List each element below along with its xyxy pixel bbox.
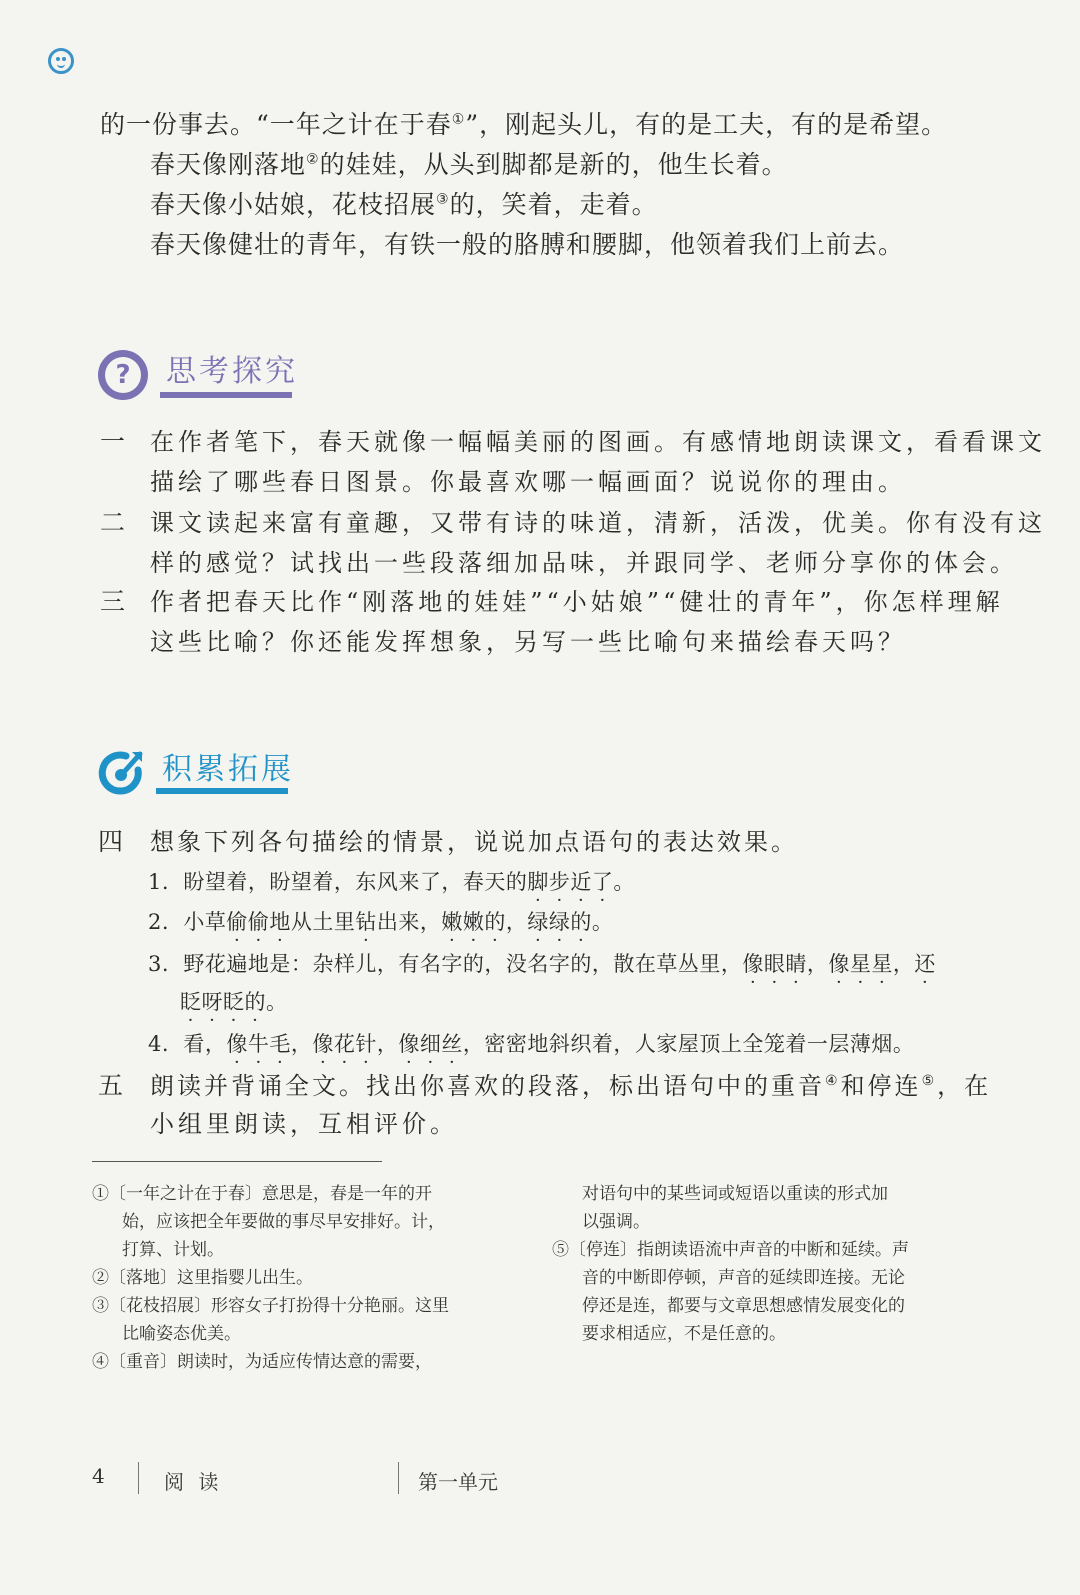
question-text: 作者把春天比作“刚落地的娃娃”“小姑娘”“健壮的青年”，你怎样理解 bbox=[150, 588, 1004, 616]
dotted-phrase: 像细丝 bbox=[398, 1032, 463, 1056]
footnote-line: 对语句中的某些词或短语以重读的形式加 bbox=[582, 1184, 888, 1204]
body-line-2: 春天像刚落地②的娃娃，从头到脚都是新的，他生长着。 bbox=[150, 150, 788, 179]
question-number: 一 bbox=[100, 427, 126, 456]
example-sentence-1: 1. 盼望着，盼望着，东风来了，春天的脚步近了。 bbox=[148, 870, 635, 894]
question-number: 三 bbox=[100, 587, 126, 616]
footnote-line: ①〔一年之计在于春〕意思是，春是一年的开 bbox=[92, 1184, 432, 1204]
footnote-line: 比喻姿态优美。 bbox=[122, 1324, 241, 1344]
footnotes-left bbox=[92, 1180, 522, 1376]
page-number: 4 bbox=[92, 1464, 105, 1488]
body-line-3: 春天像小姑娘，花枝招展③的，笑着，走着。 bbox=[150, 190, 658, 219]
dotted-phrase: 脚步近了 bbox=[527, 870, 614, 894]
dotted-phrase: 像眼睛 bbox=[742, 952, 807, 976]
dotted-phrase: 像牛毛 bbox=[226, 1032, 291, 1056]
question-number: 四 bbox=[98, 827, 124, 856]
example-sentence-4: 4. 看，像牛毛，像花针，像细丝，密密地斜织着，人家屋顶上全笼着一层薄烟。 bbox=[148, 1032, 915, 1056]
question-text: 想象下列各句描绘的情景，说说加点语句的表达效果。 bbox=[150, 828, 798, 856]
question-text: 在作者笔下，春天就像一幅幅美丽的图画。有感情地朗读课文，看看课文 bbox=[150, 428, 1046, 456]
dotted-phrase: 像花针 bbox=[312, 1032, 377, 1056]
arrow-icon bbox=[96, 748, 146, 798]
example-sentence-2: 2. 小草偷偷地从土里钻出来，嫩嫩的，绿绿的。 bbox=[148, 910, 614, 934]
body-line-4: 春天像健壮的青年，有铁一般的胳膊和腰脚，他领着我们上前去。 bbox=[150, 230, 905, 259]
dotted-phrase: 偷偷地 bbox=[226, 910, 291, 934]
question-icon: ? bbox=[98, 350, 148, 400]
dotted-phrase: 绿绿的 bbox=[527, 910, 592, 934]
footnote-line: ⑤〔停连〕指朗读语流中声音的中断和延续。声 bbox=[552, 1240, 909, 1260]
dotted-phrase: 还 bbox=[914, 952, 936, 976]
question-text: 这些比喻？你还能发挥想象，另写一些比喻句来描绘春天吗？ bbox=[150, 628, 906, 656]
dotted-phrase: 眨呀眨的 bbox=[180, 990, 266, 1014]
footnote-divider bbox=[92, 1161, 382, 1162]
question-text: 小组里朗读，互相评价。 bbox=[150, 1110, 458, 1138]
dotted-phrase: 像星星 bbox=[828, 952, 893, 976]
question-text: 样的感觉？试找出一些段落细加品味，并跟同学、老师分享你的体会。 bbox=[150, 549, 1018, 577]
question-text: 朗读并背诵全文。找出你喜欢的段落，标出语句中的重音④和停连⑤，在 bbox=[150, 1072, 992, 1100]
footnote-line: 打算、计划。 bbox=[122, 1240, 224, 1260]
footer-unit: 第一单元 bbox=[418, 1470, 498, 1494]
footnote-line: 以强调。 bbox=[582, 1212, 650, 1232]
section-title-thinking: 思考探究 bbox=[166, 354, 298, 389]
example-sentence-3: 3. 野花遍地是：杂样儿，有名字的，没名字的，散在草丛里，像眼睛，像星星，还 bbox=[148, 952, 936, 976]
section-title-extension: 积累拓展 bbox=[162, 752, 294, 787]
question-text: 课文读起来富有童趣，又带有诗的味道，清新，活泼，优美。你有没有这 bbox=[150, 509, 1046, 537]
question-text: 描绘了哪些春日图景。你最喜欢哪一幅画面？说说你的理由。 bbox=[150, 468, 906, 496]
smiley-icon bbox=[48, 48, 74, 74]
footnotes-right bbox=[552, 1180, 982, 1348]
footnote-line: ②〔落地〕这里指婴儿出生。 bbox=[92, 1268, 313, 1288]
footnote-line: 始，应该把全年要做的事尽早安排好。计， bbox=[122, 1212, 445, 1232]
footnote-line: 音的中断即停顿，声音的延续即连接。无论 bbox=[582, 1268, 905, 1288]
example-sentence-3-cont: 眨呀眨的。 bbox=[180, 990, 288, 1014]
question-number: 五 bbox=[98, 1071, 124, 1100]
section-underline bbox=[160, 392, 292, 398]
footnote-line: ④〔重音〕朗读时，为适应传情达意的需要， bbox=[92, 1352, 432, 1372]
dotted-phrase: 钻 bbox=[355, 910, 377, 934]
body-line-1: 的一份事去。“一年之计在于春①”，刚起头儿，有的是工夫，有的是希望。 bbox=[100, 110, 948, 139]
section-underline bbox=[156, 788, 288, 794]
footer-section: 阅 读 bbox=[164, 1470, 223, 1494]
dotted-phrase: 嫩嫩的 bbox=[441, 910, 506, 934]
question-number: 二 bbox=[100, 508, 126, 537]
footnote-line: ③〔花枝招展〕形容女子打扮得十分艳丽。这里 bbox=[92, 1296, 449, 1316]
footnote-line: 要求相适应，不是任意的。 bbox=[582, 1324, 786, 1344]
footnote-line: 停还是连，都要与文章思想感情发展变化的 bbox=[582, 1296, 905, 1316]
footer-divider bbox=[398, 1462, 399, 1494]
footer-divider bbox=[138, 1462, 139, 1494]
